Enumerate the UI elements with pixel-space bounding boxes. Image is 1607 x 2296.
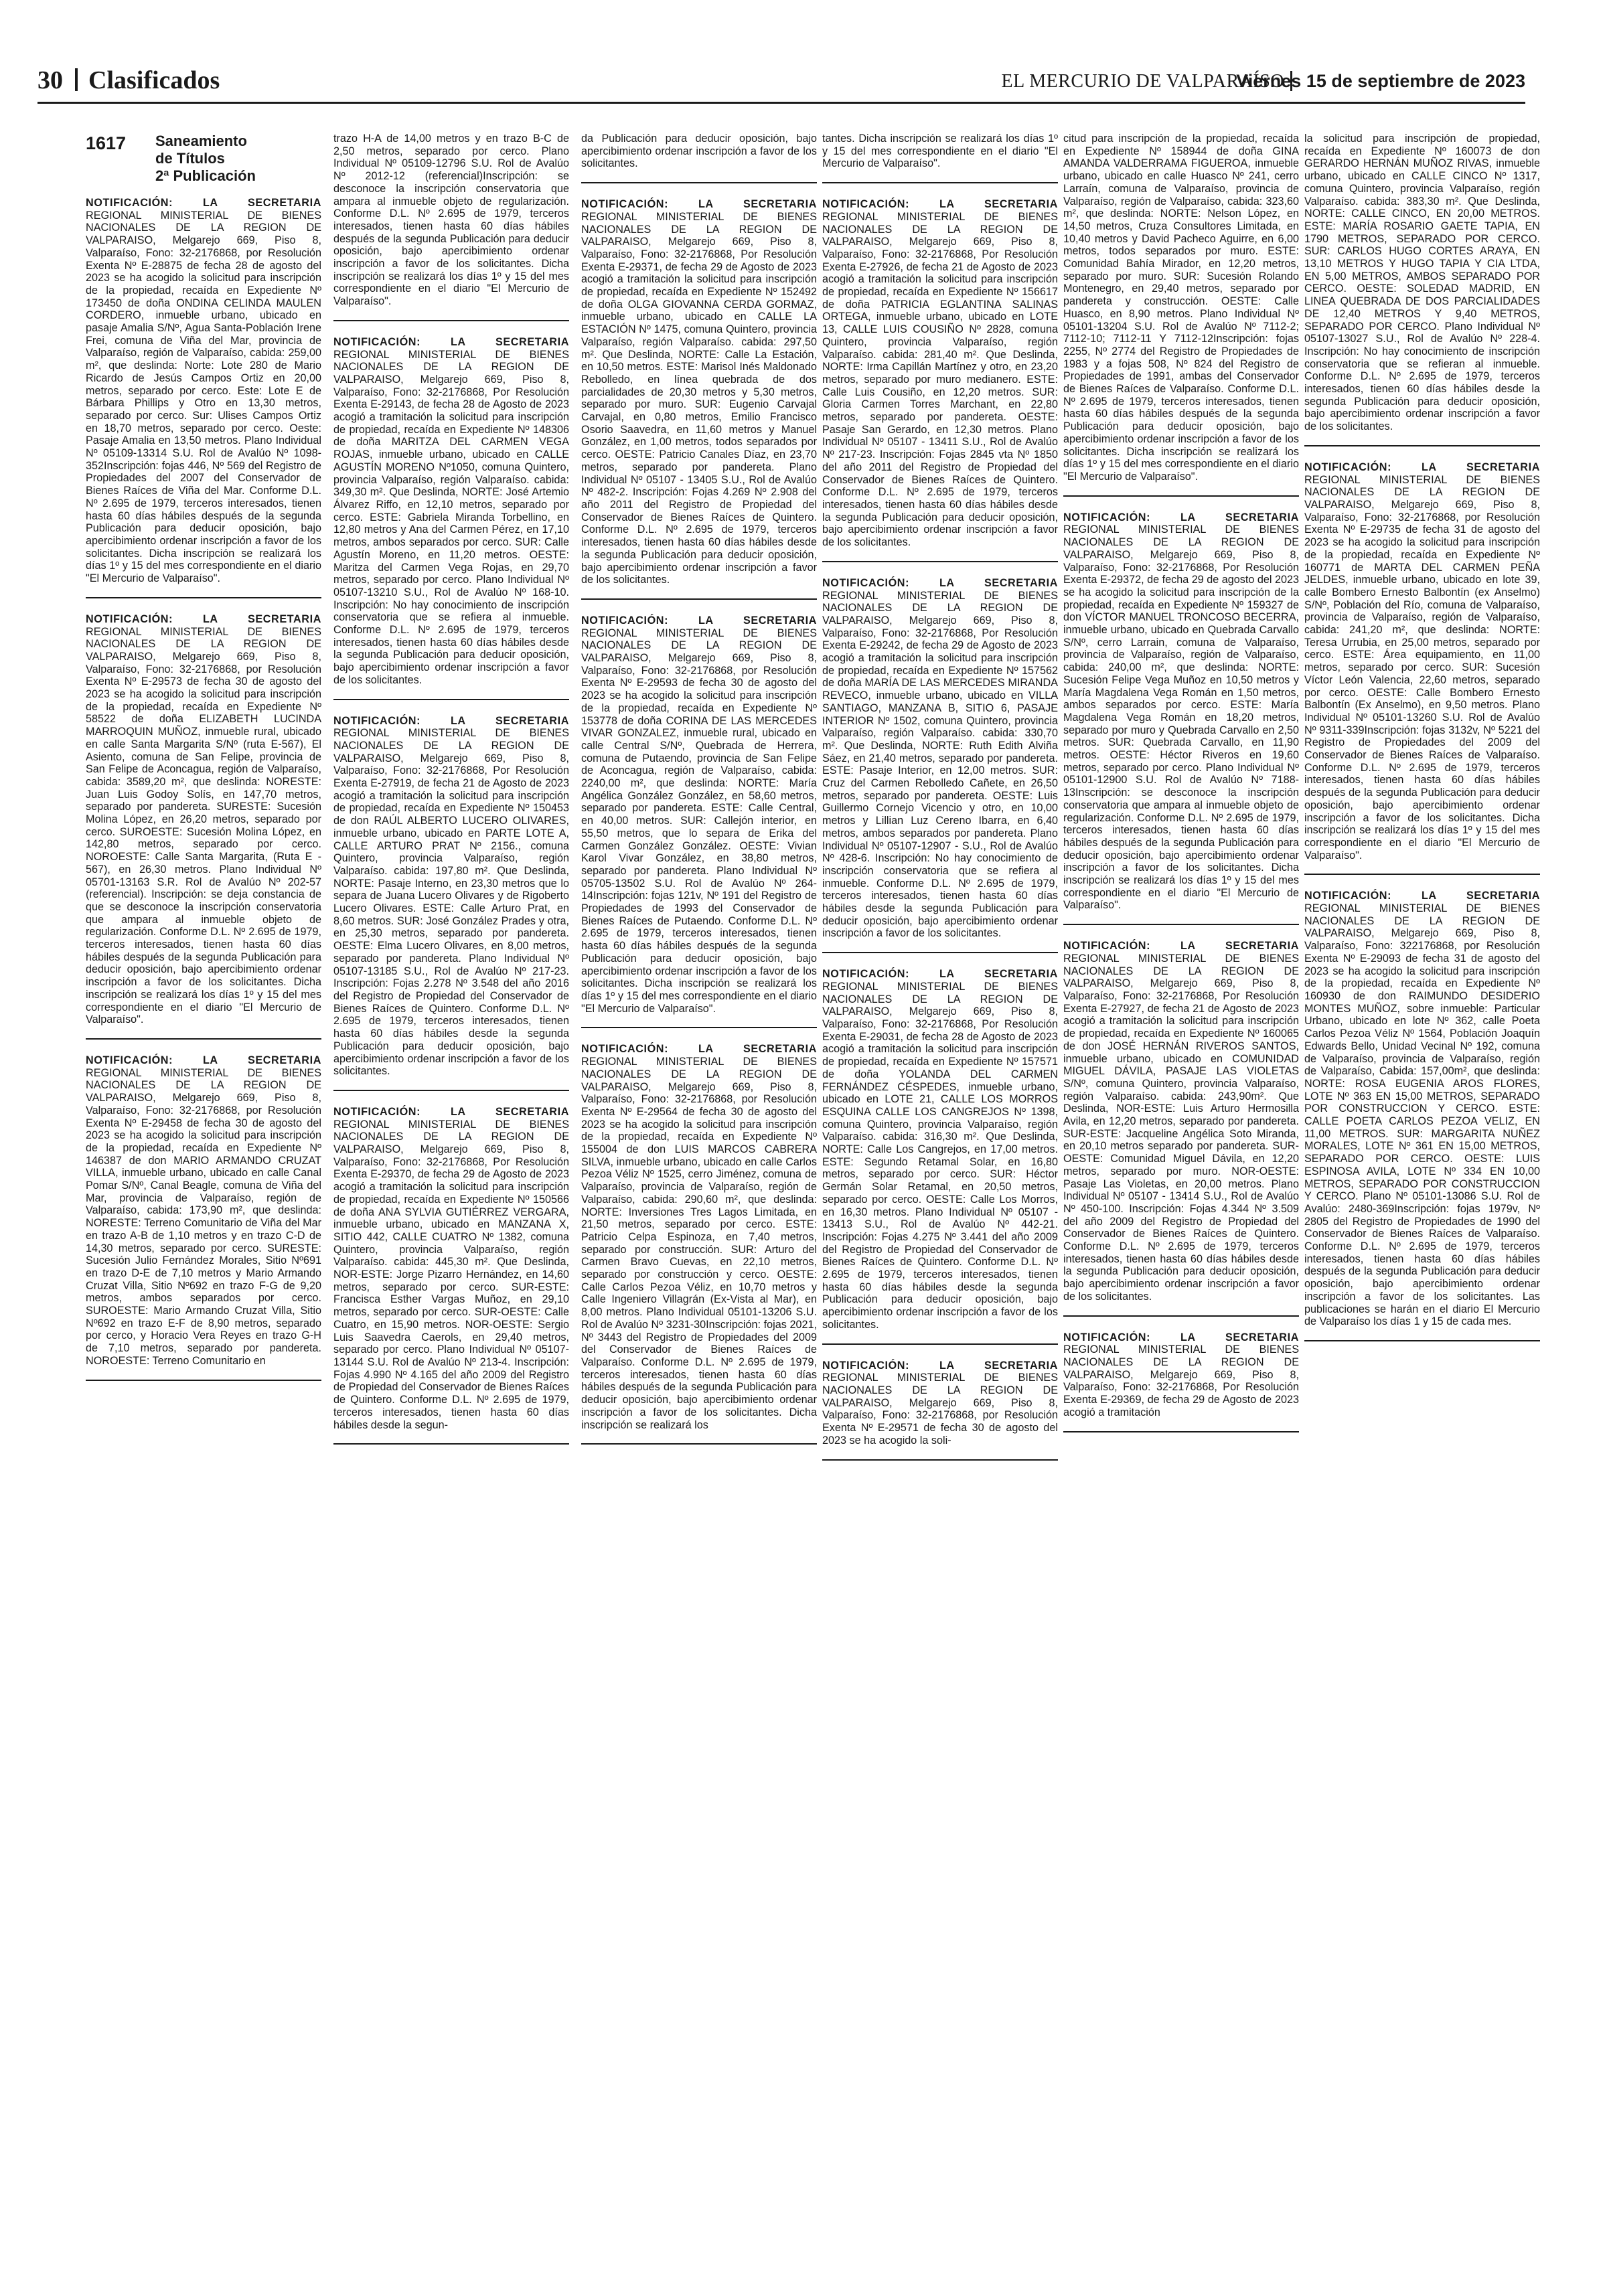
notice-body: REGIONAL MINISTERIAL DE BIENES NACIONALES DE LA REGION DE VALPARAISO, Melgarejo 669, Piso 8, Valparaíso, Fono: 32-2176868, Por Resolución Exenta E-27927, de fecha 21 de Agosto de 2023 acogió a tramitación la solicitud para inscripción de propiedad, recaída en Expediente Nº 160065 de don JOSÉ HERNÁN RIVEROS SANTOS, inmueble urbano, ubicado en COMUNIDAD MIGUEL DÁVILA, PASAJE LAS VIOLETAS S/Nº, comuna Quintero, provincia Valparaíso, región Valparaíso. cabida: 243,90m². Que Deslinda, NOR-ESTE: Luis Arturo Hermosilla Avila, en 12,20 metros, separado por pandereta. SUR-ESTE: Jacqueline Angélica Soto Miranda, en 20,10 metros separado por pandereta. SUR-OESTE: Comunidad Miguel Dávila, en 12,20 metros, separado por muro. NOR-OESTE: Pasaje Las Violetas, en 20,00 metros. Plano Individual Nº 05107 - 13414 S.U., Rol de Avalúo Nº 450-100. Inscripción: Fojas 4.344 Nº 3.509 del año 2009 del Registro de Propiedad del Conservador de Bienes Raíces de Quintero. Conforme D.L. Nº 2.695 de 1979, terceros interesados, tienen hasta 60 días hábiles desde la segunda Publicación para deducir oposición, bajo apercibimiento ordenar inscripción a favor de los solicitantes.	[1063, 952, 1299, 1303]
notice-lead: NOTIFICACIÓN: LA SECRETARIA	[581, 198, 817, 211]
notice-body: REGIONAL MINISTERIAL DE BIENES NACIONALES DE LA REGION DE VALPARAISO, Melgarejo 669, Piso 8, Valparaíso, Fono: 32-2176868, Por Resolución Exenta E-27926, de fecha 21 de Agosto de 2023 acogió a tramitación la solicitud para inscripción de propiedad, recaída en Expediente Nº 156617 de doña PATRICIA EGLANTINA SALINAS ORTEGA, inmueble urbano, ubicado en LOTE 13, CALLE LUIS COUSIÑO Nº 2828, comuna Quintero, provincia Valparaíso, región Valparaíso. cabida: 281,40 m². Que Deslinda, NORTE: Irma Capillán Martínez y otro, en 23,20 metros, separado por muro medianero. ESTE: Calle Luis Cousiño, en 12,20 metros. SUR: Gloria Carmen Torres Marchant, en 22,80 metros, separado por pandereta. OESTE: Pasaje San Gerardo, en 12,30 metros. Plano Individual Nº 05107 - 13411 S.U., Rol de Avalúo Nº 217-23. Inscripción: Fojas 2845 vta Nº 1850 del año 2011 del Registro de Propiedad del Conservador de Bienes Raíces de Quintero. Conforme D.L. Nº 2.695 de 1979, terceros interesados, tienen hasta 60 días hábiles desde la segunda Publicación para deducir oposición, bajo apercibimiento ordenar inscripción a favor de los solicitantes.	[822, 210, 1058, 549]
column-1	[86, 133, 321, 2214]
page-header	[37, 64, 1525, 104]
notice-lead: NOTIFICACIÓN: LA SECRETARIA	[581, 1043, 817, 1056]
notice-lead: NOTIFICACIÓN: LA SECRETARIA	[1063, 940, 1299, 953]
notice-lead: NOTIFICACIÓN: LA SECRETARIA	[86, 1054, 321, 1066]
notice	[1063, 1331, 1299, 1432]
notice	[86, 197, 321, 598]
notice-body: REGIONAL MINISTERIAL DE BIENES NACIONALES DE LA REGION DE VALPARAISO, Melgarejo 669, Piso 8, Valparaíso, Fono: 32-2176868, por Resolución Exenta Nº E-29573 de fecha 30 de agosto del 2023 se ha acogido la solicitud para inscripción de la propiedad, recaída en Expediente Nº 58522 de doña ELIZABETH LUCINDA MARROQUIN MUÑOZ, inmueble rural, ubicado en calle Santa Margarita S/Nº (ruta E-567), El Asiento, comuna de San Felipe, provincia de San Felipe de Aconcagua, región de Valparaíso, cabida: 3589,20 m², que deslinda: NORESTE: Juan Luis Godoy Solís, en 147,70 metros, separado por pandereta. SURESTE: Sucesión Molina López, en 26,20 metros, separado por cerco. SUROESTE: Sucesión Molina López, en 142,80 metros, separado por cerco. NOROESTE: Calle Santa Margarita, (Ruta E - 567), en 26,30 metros. Plano Individual Nº 05701-13163 S.R. Rol de Avalúo Nº 202-57 (referencial). Inscripción: se deja constancia de que se desconoce la inscripción conservatoria que ampara al inmueble objeto de regularización. Conforme D.L. Nº 2.695 de 1979, terceros interesados, tienen hasta 60 días hábiles después de la segunda Publicación para deducir oposición, bajo apercibimiento ordenar inscripción a favor de los solicitantes. Dicha inscripción se realizará los días 1º y 15 del mes correspondiente en el diario "El Mercurio de Valparaíso".	[86, 625, 321, 1026]
notice-body: REGIONAL MINISTERIAL DE BIENES NACIONALES DE LA REGION DE VALPARAISO, Melgarejo 669, Piso 8, Valparaíso, Fono: 32-2176868, Por Resolución Exenta E-27919, de fecha 21 de Agosto de 2023 acogió a tramitación la solicitud para inscripción de propiedad, recaída en Expediente Nº 150453 de don RAÚL ALBERTO LUCERO OLIVARES, inmueble urbano, ubicado en PARTE LOTE A, CALLE ARTURO PRAT Nº 2156., comuna Quintero, provincia Valparaíso, región Valparaíso. cabida: 197,80 m². Que Deslinda, NORTE: Pasaje Interno, en 23,30 metros que lo separa de Juana Lucero Olivares y de Rigoberto Lucero Olivares. ESTE: Calle Arturo Prat, en 8,60 metros. SUR: José González Prades y otra, en 25,30 metros, separado por pandereta. OESTE: Elma Lucero Olivares, en 8,00 metros, separado por pandereta. Plano Individual Nº 05107-13185 S.U., Rol de Avalúo Nº 217-23. Inscripción: Fojas 2.278 Nº 3.548 del año 2016 del Registro de Propiedad del Conservador de Bienes Raíces de Quintero. Conforme D.L. Nº 2.695 de 1979, terceros interesados, tienen hasta 60 días hábiles desde la segunda Publicación para deducir oposición, bajo apercibimiento ordenar inscripción a favor de los solicitantes.	[333, 727, 569, 1078]
notice-body: REGIONAL MINISTERIAL DE BIENES NACIONALES DE LA REGION DE VALPARAISO, Melgarejo 669, Piso 8, Valparaíso, Fono: 32-2176868, por Resolución Exenta Nº E-28875 de fecha 28 de agosto del 2023 se ha acogido la solicitud para inscripción de la propiedad, recaída en Expediente Nº 173450 de doña ONDINA CELINDA MAULEN CORDERO, inmueble urbano, ubicado en pasaje Amalia S/Nº, Agua Santa-Población Irene Frei, comuna de Viña del Mar, provincia de Valparaíso, región de Valparaíso, cabida: 259,00 m², que deslinda: Norte: Lote 280 de Mario Ricardo de Jesús Campos Ortiz en 20,00 metros, separado por cerco. Este: Lote E de Bárbara Phillips y Otro en 13,30 metros, separado por cerco. Sur: Ulises Campos Ortiz en 18,70 metros, separado por cerco. Oeste: Pasaje Amalia en 13,50 metros. Plano Individual Nº 05109-13314 S.U. Rol de Avalúo Nº 1098-352Inscripción: fojas 446, Nº 569 del Registro de Propiedades del 2007 del Conservador de Bienes Raíces de Viña del Mar. Conforme D.L. Nº 2.695 de 1979, terceros interesados, tienen hasta 60 días hábiles después de la segunda Publicación para deducir oposición, bajo apercibimiento ordenar inscripción a favor de los solicitantes. Dicha inscripción se realizará los días 1º y 15 del mes correspondiente en el diario "El Mercurio de Valparaíso".	[86, 209, 321, 585]
notice-body: REGIONAL MINISTERIAL DE BIENES NACIONALES DE LA REGION DE VALPARAISO, Melgarejo 669, Piso 8, Valparaíso, Fono: 32-2176868, Por Resolución Exenta E-29143, de fecha 28 de Agosto de 2023 acogió a tramitación la solicitud para inscripción de propiedad, recaída en Expediente Nº 148306 de doña MARITZA DEL CARMEN VEGA ROJAS, inmueble urbano, ubicado en CALLE AGUSTÍN MORENO Nº1050, comuna Quintero, provincia Valparaíso, región Valparaíso. cabida: 349,30 m². Que Deslinda, NORTE: José Artemio Álvarez Riffo, en 12,10 metros, separado por cerco. ESTE: Gabriela Miranda Torbellino, en 12,80 metros y Ana del Carmen Pérez, en 17,10 metros, ambos separados por cerco. SUR: Calle Agustín Moreno, en 11,20 metros. OESTE: Maritza del Carmen Vega Rojas, en 29,70 metros, separado por cerco. Plano Individual Nº 05107-13210 S.U., Rol de Avalúo Nº 168-10. Inscripción: No hay conocimiento de inscripción conservatoria que se refiera al inmueble. Conforme D.L. Nº 2.695 de 1979, terceros interesados, tienen hasta 60 días hábiles desde la segunda Publicación para deducir oposición, bajo apercibimiento ordenar inscripción a favor de los solicitantes.	[333, 348, 569, 686]
notice	[581, 198, 817, 600]
column-2	[333, 133, 569, 2214]
notice-lead: NOTIFICACIÓN: LA SECRETARIA	[86, 197, 321, 209]
notice	[822, 198, 1058, 562]
notice-body: REGIONAL MINISTERIAL DE BIENES NACIONALES DE LA REGION DE VALPARAISO, Melgarejo 669, Piso 8, Valparaíso, Fono: 32-2176868, por Resolución Exenta Nº E-29735 de fecha 31 de agosto del 2023 se ha acogido la solicitud para inscripción de la propiedad, recaída en Expediente Nº 160771 de MARTA DEL CARMEN PEÑA JELDES, inmueble urbano, ubicado en lote 39, calle Bombero Ernesto Balbontín (ex Anselmo) S/Nº, Población del Río, comuna de Valparaíso, provincia de Valparaíso, región de Valparaíso, cabida: 241,20 m², que deslinda: NORTE: Teresa Urrubia, en 25,00 metros, separado por cerco. ESTE: Área equipamiento, en 11,00 metros, separado por cerco. SUR: Sucesión Víctor León Valencia, 22,60 metros, separado por cerco. OESTE: Calle Bombero Ernesto Balbontín (Ex Anselmo), en 9,50 metros. Plano Individual Nº 05101-13260 S.U. Rol de Avalúo Nº 9311-339Inscripción: fojas 3132v, Nº 5221 del Registro de Propiedades del 2009 del Conservador de Bienes Raíces de Valparaíso. Conforme D.L. Nº 2.695 de 1979, terceros interesados, tienen hasta 60 días hábiles después de la segunda Publicación para deducir oposición, bajo apercibimiento ordenar inscripción a favor de los solicitantes. Dicha inscripción se realizará los días 1º y 15 del mes correspondiente en el diario "El Mercurio de Valparaíso".	[1304, 473, 1540, 862]
notice	[822, 968, 1058, 1344]
notice	[86, 613, 321, 1040]
header-separator	[75, 68, 78, 91]
notice-body: REGIONAL MINISTERIAL DE BIENES NACIONALES DE LA REGION DE VALPARAISO, Melgarejo 669, Piso 8, Valparaíso, Fono: 322176868, por Resolución Exenta Nº E-29093 de fecha 31 de agosto del 2023 se ha acogido la solicitud para inscripción de la propiedad, recaída en Expediente Nº 160930 de don RAIMUNDO DESIDERIO MONTES MUÑOZ, sobre inmueble: Particular Urbano, ubicado en lote Nº 362, calle Poeta Carlos Pezoa Véliz Nº 1564, Población Joaquín Edwards Bello, Unidad Vecinal Nº 192, comuna de Valparaíso, provincia de Valparaíso, región de Valparaíso, Cabida: 157,00m², que deslinda: NORTE: ROSA EUGENIA AROS FLORES, LOTE Nº 363 EN 15,00 METROS, SEPARADO POR CONSTRUCCION Y CERCO. ESTE: CALLE POETA CARLOS PEZOA VELIZ, EN 11,00 METROS. SUR: MARGARITA NUÑEZ MORALES, LOTE Nº 361 EN 15,00 METROS, SEPARADO POR CERCO. OESTE: LUIS ESPINOSA AVILA, LOTE Nº 334 EN 10,00 METROS, SEPARADO POR CONSTRUCCION Y CERCO. Plano Nº 05101-13086 S.U. Rol de Avalúo: 2480-369Inscripción: fojas 1979v, Nº 2805 del Registro de Propiedades de 1990 del Conservador de Bienes Raíces de Valparaíso. Conforme D.L. Nº 2.695 de 1979, terceros interesados, tienen hasta 60 días hábiles después de la segunda Publicación para deducir oposición, bajo apercibimiento ordenar inscripción a favor de los solicitantes. Las publicaciones se harán en el diario El Mercurio de Valparaíso los días 1 y 15 de cada mes.	[1304, 902, 1540, 1328]
notice-lead: NOTIFICACIÓN: LA SECRETARIA	[822, 576, 1058, 589]
issue-date: Viernes 15 de septiembre de 2023	[1236, 71, 1525, 91]
notice	[822, 577, 1058, 953]
section-title: Clasificados	[88, 66, 220, 94]
notice	[333, 336, 569, 700]
notice	[1304, 461, 1540, 876]
notice	[1304, 133, 1540, 446]
notice-body: da Publicación para deducir oposición, bajo apercibimiento ordenar inscripción a favor de los solicitantes.	[581, 133, 817, 170]
notice-lead: NOTIFICACIÓN: LA SECRETARIA	[822, 1359, 1058, 1372]
notice	[581, 133, 817, 183]
notice-body: REGIONAL MINISTERIAL DE BIENES NACIONALES DE LA REGION DE VALPARAISO, Melgarejo 669, Piso 8, Valparaíso, Fono: 32-2176868, Por Resolución Exenta E-29031, de fecha 28 de Agosto de 2023 acogió a tramitación la solicitud para inscripción de propiedad, recaída en Expediente Nº 157571 de doña YOLANDA DEL CARMEN FERNÁNDEZ CÉSPEDES, inmueble urbano, ubicado en LOTE 21, CALLE LOS MORROS ESQUINA CALLE LOS CANGREJOS Nº 1398, comuna Quintero, provincia Valparaíso, región Valparaíso. cabida: 316,30 m². Que Deslinda, NORTE: Calle Los Cangrejos, en 17,00 metros. ESTE: Segundo Retamal Solar, en 16,80 metros, separado por cerco. SUR: Héctor Germán Solar Retamal, en 20,50 metros, separado por cerco. OESTE: Calle Los Morros, en 16,30 metros. Plano Individual Nº 05107 - 13413 S.U., Rol de Avalúo Nº 442-21. Inscripción: Fojas 4.275 Nº 3.441 del año 2009 del Registro de Propiedad del Conservador de Bienes Raíces de Quintero. Conforme D.L. Nº 2.695 de 1979, terceros interesados, tienen hasta 60 días hábiles desde la segunda Publicación para deducir oposición, bajo apercibimiento ordenar inscripción a favor de los solicitantes.	[822, 980, 1058, 1331]
notice-lead: NOTIFICACIÓN: LA SECRETARIA	[333, 714, 569, 727]
notice	[581, 1043, 817, 1445]
notice	[1063, 940, 1299, 1316]
notice-body: REGIONAL MINISTERIAL DE BIENES NACIONALES DE LA REGION DE VALPARAISO, Melgarejo 669, Piso 8, Valparaíso, Fono: 32-2176868, Por Resolución Exenta E-29370, de fecha 29 de Agosto de 2023 acogió a tramitación la solicitud para inscripción de propiedad, recaída en Expediente Nº 150566 de doña ANA SYLVIA GUTIÉRREZ VERGARA, inmueble urbano, ubicado en MANZANA X, SITIO 442, CALLE CUATRO Nº 1382, comuna Quintero, provincia Valparaíso, región Valparaíso. cabida: 445,30 m². Que Deslinda, NOR-ESTE: Jorge Pizarro Hernández, en 14,60 metros, separado por cerco. SUR-ESTE: Francisca Esther Vargas Muñoz, en 29,10 metros, separado por cerco. SUR-OESTE: Calle Cuatro, en 15,90 metros. NOR-OESTE: Sergio Luis Saavedra Caerols, en 29,40 metros, separado por cerco. Plano Individual Nº 05107-13144 S.U. Rol de Avalúo Nº 213-4. Inscripción: Fojas 4.990 Nº 4.165 del año 2009 del Registro de Propiedad del Conservador de Bienes Raíces de Quintero. Conforme D.L. Nº 2.695 de 1979, terceros interesados, tienen hasta 60 días hábiles desde la segun-	[333, 1118, 569, 1431]
column-4	[822, 133, 1058, 2214]
notice	[333, 1106, 569, 1445]
notice-lead: NOTIFICACIÓN: LA SECRETARIA	[1304, 461, 1540, 473]
notice-body: REGIONAL MINISTERIAL DE BIENES NACIONALES DE LA REGION DE VALPARAISO, Melgarejo 669, Piso 8, Valparaíso, Fono: 32-2176868, por Resolución Exenta Nº E-29458 de fecha 30 de agosto del 2023 se ha acogido la solicitud para inscripción de la propiedad, recaída en Expediente Nº 146387 de don MARIO ARMANDO CRUZAT VILLA, inmueble urbano, ubicado en calle Canal Pomar S/Nº, Canal Beagle, comuna de Viña del Mar, provincia de Valparaíso, región de Valparaíso, cabida: 173,90 m², que deslinda: NORESTE: Terreno Comunitario de Viña del Mar en trazo A-B de 1,10 metros y en trazo C-D de 14,30 metros, separado por cerco. SURESTE: Sucesión Julio Fernández Morales, Sitio Nº691 en trazo D-E de 7,10 metros y Mario Armando Cruzat Villa, Sitio Nº692 en trazo F-G de 9,20 metros, ambos separados por cerco. SUROESTE: Mario Armando Cruzat Villa, Sitio Nº692 en trazo E-F de 8,90 metros, separado por cerco, y Horacio Vera Reyes en trazo G-H de 7,10 metros, separado por pandereta. NOROESTE: Terreno Comunitario en	[86, 1066, 321, 1367]
notice	[822, 1360, 1058, 1461]
notice	[333, 715, 569, 1091]
notice-lead: NOTIFICACIÓN: LA SECRETARIA	[333, 1105, 569, 1118]
notice-body: REGIONAL MINISTERIAL DE BIENES NACIONALES DE LA REGION DE VALPARAISO, Melgarejo 669, Piso 8, Valparaíso, Fono: 32-2176868, por Resolución Exenta Nº E-29564 de fecha 30 de agosto del 2023 se ha acogido la solicitud para inscripción de la propiedad, recaída en Expediente Nº 155004 de don LUIS MARCOS CABRERA SILVA, inmueble urbano, ubicado en calle Carlos Pezoa Véliz Nº 1525, cerro Jiménez, comuna de Valparaíso, provincia de Valparaíso, región de Valparaíso, cabida: 290,60 m², que deslinda: NORTE: Inversiones Tres Lagos Limitada, en 21,50 metros, separado por cerco. ESTE: Patricio Celpa Espinoza, en 7,40 metros, separado por construcción. SUR: Arturo del Carmen Bravo Cuevas, en 22,10 metros, separado por construcción y cerco. OESTE: Calle Carlos Pezoa Véliz, en 10,70 metros y Calle Ingeniero Villagrán (Ex-Vista al Mar), en 8,00 metros. Plano Individual 05101-13206 S.U. Rol de Avalúo Nº 3231-30Inscripción: fojas 2021, Nº 3443 del Registro de Propiedades del 2009 del Conservador de Bienes Raíces de Valparaíso. Conforme D.L. Nº 2.695 de 1979, terceros interesados, tienen hasta 60 días hábiles después de la segunda Publicación para deducir oposición, bajo apercibimiento ordenar inscripción a favor de los solicitantes. Dicha inscripción se realizará los	[581, 1056, 817, 1431]
notice-body: REGIONAL MINISTERIAL DE BIENES NACIONALES DE LA REGION DE VALPARAISO, Melgarejo 669, Piso 8, Valparaíso, Fono: 32-2176868, Por Resolución Exenta E-29372, de fecha 29 de agosto del 2023 se ha acogido la solicitud para inscripción de la propiedad, recaída en Expediente Nº 159327 de don VÍCTOR MANUEL TRONCOSO BECERRA, inmueble urbano, ubicado en Quebrada Carvallo S/Nº, cerro Larrain, comuna de Valparaíso, provincia de Valparaíso, región de Valparaíso, cabida: 240,00 m², que deslinda: NORTE: Sucesión Felipe Vega Muñoz en 10,50 metros y María Magdalena Vega Román en 1,50 metros, ambos separados por cerco. ESTE: María Magdalena Vega Román en 18,20 metros, separado por muro y Quebrada Carvallo en 2,50 metros. SUR: Quebrada Carvallo, en 11,90 metros. OESTE: Héctor Riveros en 19,60 metros, separado por cerco. Plano Individual Nº 05101-12900 S.U. Rol de Avalúo Nº 7188-13Inscripción: se desconoce la inscripción conservatoria que ampara al inmueble objeto de regularización. Conforme D.L. Nº 2.695 de 1979, terceros interesados, tienen hasta 60 días hábiles después de la segunda Publicación para deducir oposición, bajo apercibimiento ordenar inscripción a favor de los solicitantes. Dicha inscripción se realizará los días 1º y 15 del mes correspondiente en el diario "El Mercurio de Valparaíso".	[1063, 523, 1299, 912]
notice	[86, 1054, 321, 1381]
notice	[822, 133, 1058, 183]
notice-lead: NOTIFICACIÓN: LA SECRETARIA	[822, 968, 1058, 981]
notice	[1304, 890, 1540, 1341]
notice	[581, 614, 817, 1029]
notice-body: trazo H-A de 14,00 metros y en trazo B-C de 2,50 metros, separado por cerco. Plano Individual Nº 05109-12796 S.U. Rol de Avalúo Nº 2012-12 (referencial)Inscripción: se desconoce la inscripción conservatoria que ampara al inmueble objeto de regularización. Conforme D.L. Nº 2.695 de 1979, terceros interesados, tienen hasta 60 días hábiles después de la segunda Publicación para deducir oposición, bajo apercibimiento ordenar inscripción a favor de los solicitantes. Dicha inscripción se realizará los días 1º y 15 del mes correspondiente en el diario "El Mercurio de Valparaíso".	[333, 133, 569, 308]
category-title-line1: Saneamiento	[155, 133, 247, 149]
notice-body: citud para inscripción de la propiedad, recaída en Expediente Nº 158944 de doña GINA AMANDA VALDERRAMA FIGUEROA, inmueble urbano, ubicado en calle Huasco Nº 241, cerro Larraín, comuna de Valparaíso, provincia de Valparaíso, región de Valparaíso, cabida: 323,60 m², que deslinda: NORTE: Nelson López, en 14,50 metros, Cruza Consultores Limitada, en 10,40 metros y David Pacheco Aguirre, en 6,00 metros, todos separados por muro. ESTE: Comunidad Bahía Mirador, en 12,20 metros, separado por muro. SUR: Sucesión Rolando Montenegro, en 29,40 metros, separado por pandereta y construcción. OESTE: Calle Huasco, en 8,90 metros. Plano Individual Nº 05101-13204 S.U. Rol de Avalúo Nº 7112-2; 7112-10; 7112-11 Y 7112-12Inscripción: fojas 2255, Nº 2774 del Registro de Propiedades de 1983 y a fojas 508, Nº 824 del Registro de Propiedades de 1991, ambas del Conservador de Bienes Raíces de Valparaíso. Conforme D.L. Nº 2.695 de 1979, terceros interesados, tienen hasta 60 días hábiles después de la segunda Publicación para deducir oposición, bajo apercibimiento ordenar inscripción a favor de los solicitantes. Dicha inscripción se realizará los días 1º y 15 del mes correspondiente en el diario "El Mercurio de Valparaíso".	[1063, 133, 1299, 483]
category-title-line3: 2ª Publicación	[155, 167, 256, 184]
notice-lead: NOTIFICACIÓN: LA SECRETARIA	[1063, 1331, 1299, 1343]
notice	[1063, 133, 1299, 497]
notice	[1063, 511, 1299, 926]
category-number: 1617	[86, 133, 127, 153]
notice-body: REGIONAL MINISTERIAL DE BIENES NACIONALES DE LA REGION DE VALPARAISO, Melgarejo 669, Piso 8, Valparaíso, Fono: 32-2176868, Por Resolución Exenta E-29369, de fecha 29 de Agosto de 2023 acogió a tramitación	[1063, 1343, 1299, 1418]
notice-lead: NOTIFICACIÓN: LA SECRETARIA	[1304, 890, 1540, 902]
column-5	[1063, 133, 1299, 2214]
notice-body: REGIONAL MINISTERIAL DE BIENES NACIONALES DE LA REGION DE VALPARAISO, Melgarejo 669, Piso 8, Valparaíso, Fono: 32-2176868, Por Resolución Exenta E-29242, de fecha 29 de Agosto de 2023 acogió a tramitación la solicitud para inscripción de propiedad, recaída en Expediente Nº 157562 de doña MARÍA DE LAS MERCEDES MIRANDA REVECO, inmueble urbano, ubicado en VILLA SANTIAGO, MANZANA B, SITIO 6, PASAJE INTERIOR Nº 1502, comuna Quintero, provincia Valparaíso, región Valparaíso. cabida: 330,70 m². Que Deslinda, NORTE: Ruth Edith Alviña Sáez, en 21,40 metros, separado por pandereta. ESTE: Pasaje Interior, en 12,00 metros. SUR: Cruz del Carmen Rebolledo Cañete, en 26,50 metros, separado por pandereta. OESTE: Luis Guillermo Cornejo Vicencio y otro, en 10,00 metros y Lillian Luz Cereno Ibarra, en 6,40 metros, ambos separados por pandereta. Plano Individual Nº 05107-12907 - S.U., Rol de Avalúo Nº 428-6. Inscripción: No hay conocimiento de inscripción conservatoria que se refiera al inmueble. Conforme D.L. Nº 2.695 de 1979, terceros interesados, tienen hasta 60 días hábiles desde la segunda Publicación para deducir oposición, bajo apercibimiento ordenar inscripción a favor de los solicitantes.	[822, 589, 1058, 940]
notice-lead: NOTIFICACIÓN: LA SECRETARIA	[86, 612, 321, 625]
header-rule	[37, 102, 1525, 104]
notice-lead: NOTIFICACIÓN: LA SECRETARIA	[581, 614, 817, 627]
category-heading	[86, 133, 321, 185]
column-3	[581, 133, 817, 2214]
notice-lead: NOTIFICACIÓN: LA SECRETARIA	[333, 335, 569, 348]
notice-lead: NOTIFICACIÓN: LA SECRETARIA	[1063, 511, 1299, 523]
newspaper-name: EL MERCURIO DE VALPARAÍSO	[1001, 71, 1284, 92]
notice-body: tantes. Dicha inscripción se realizará los días 1º y 15 del mes correspondiente en el diario "El Mercurio de Valparaíso".	[822, 133, 1058, 170]
notice-body: REGIONAL MINISTERIAL DE BIENES NACIONALES DE LA REGION DE VALPARAISO, Melgarejo 669, Piso 8, Valparaíso, Fono: 32-2176868, por Resolución Exenta Nº E-29571 de fecha 30 de agosto del 2023 se ha acogido la soli-	[822, 1372, 1058, 1447]
notice-body: REGIONAL MINISTERIAL DE BIENES NACIONALES DE LA REGION DE VALPARAISO, Melgarejo 669, Piso 8, Valparaíso, Fono: 32-2176868, por Resolución Exenta Nº E-29593 de fecha 30 de agosto del 2023 se ha acogido la solicitud para inscripción de la propiedad, recaída en Expediente Nº 153778 de doña CORINA DE LAS MERCEDES VIVAR GONZALEZ, inmueble rural, ubicado en calle Central S/Nº, Quebrada de Herrera, comuna de Putaendo, provincia de San Felipe de Aconcagua, región de Valparaíso, cabida: 2240,00 m², que deslinda: NORTE: María Angélica González González, en 58,60 metros, separado por pandereta. ESTE: Calle Central, en 40,00 metros. SUR: Callejón interior, en 55,50 metros, que lo separa de Erika del Carmen González González. OESTE: Vivian Karol Vivar González, en 38,80 metros, separado por pandereta. Plano Individual Nº 05705-13502 S.U. Rol de Avalúo Nº 264-14Inscripción: fojas 121v, Nº 191 del Registro de Propiedades de 1993 del Conservador de Bienes Raíces de Putaendo. Conforme D.L. Nº 2.695 de 1979, terceros interesados, tienen hasta 60 días hábiles después de la segunda Publicación para deducir oposición, bajo apercibimiento ordenar inscripción a favor de los solicitantes. Dicha inscripción se realizará los días 1º y 15 del mes correspondiente en el diario "El Mercurio de Valparaíso".	[581, 627, 817, 1015]
notice	[333, 133, 569, 321]
notice-body: la solicitud para inscripción de propiedad, recaída en Expediente Nº 160073 de don GERARDO HERNÁN MUÑOZ RIVAS, inmueble urbano, ubicado en CALLE CINCO Nº 1317, comuna Quintero, provincia Valparaíso, región Valparaíso. cabida: 383,30 m². Que Deslinda, NORTE: CALLE CINCO, EN 20,00 METROS. ESTE: MARÍA ROSARIO GAETE TAPIA, EN 1790 METROS, SEPARADO POR CERCO. SUR: CARLOS HUGO CORTES ARAYA, EN 13,10 METROS Y HUGO TAPIA Y CIA LTDA, EN 5,00 METROS, AMBOS SEPARADO POR CERCO. OESTE: SOLEDAD MADRID, EN LINEA QUEBRADA DE DOS PARCIALIDADES DE 12,40 METROS Y 9,40 METROS, SEPARADO POR CERCO. Plano Individual Nº 05107-13027 S.U., Rol de Avalúo Nº 228-4. Inscripción: No hay conocimiento de inscripción conservatoria que se refieran al inmueble. Conforme D.L. Nº 2.695 de 1979, terceros interesados, tienen 60 días hábiles desde la segunda Publicación para deducir oposición, bajo apercibimiento ordenar inscripción a favor de los solicitantes.	[1304, 133, 1540, 433]
notice-body: REGIONAL MINISTERIAL DE BIENES NACIONALES DE LA REGION DE VALPARAISO, Melgarejo 669, Piso 8, Valparaíso, Fono: 32-2176868, Por Resolución Exenta E-29371, de fecha 29 de Agosto de 2023 acogió a tramitación la solicitud para inscripción de propiedad, recaída en Expediente Nº 152492 de doña OLGA GIOVANNA CERDA GORMAZ, inmueble urbano, ubicado en CALLE LA ESTACIÓN Nº 1475, comuna Quintero, provincia Valparaíso, región Valparaíso. cabida: 297,50 m². Que Deslinda, NORTE: Calle La Estación, en 10,50 metros. ESTE: Marisol Inés Maldonado Rebolledo, en línea quebrada de dos parcialidades de 20,30 metros y 5,30 metros, separado por muro. SUR: Eugenio Carvajal Carvajal, en 0,80 metros, Emilio Francisco Osorio Saavedra, en 11,60 metros y Manuel González, en 1,00 metros, todos separados por cerco. OESTE: Patricio Canales Díaz, en 23,70 metros, separado por pandereta. Plano Individual Nº 05107 - 13405 S.U., Rol de Avalúo Nº 482-2. Inscripción: Fojas 4.269 Nº 2.908 del año 2011 del Registro de Propiedad del Conservador de Bienes Raíces de Quintero. Conforme D.L. Nº 2.695 de 1979, terceros interesados, tienen hasta 60 días hábiles desde la segunda Publicación para deducir oposición, bajo apercibimiento ordenar inscripción a favor de los solicitantes.	[581, 210, 817, 586]
category-title-line2: de Títulos	[155, 150, 225, 167]
page-number: 30	[37, 66, 63, 94]
column-6	[1304, 133, 1540, 2214]
notice-lead: NOTIFICACIÓN: LA SECRETARIA	[822, 198, 1058, 211]
